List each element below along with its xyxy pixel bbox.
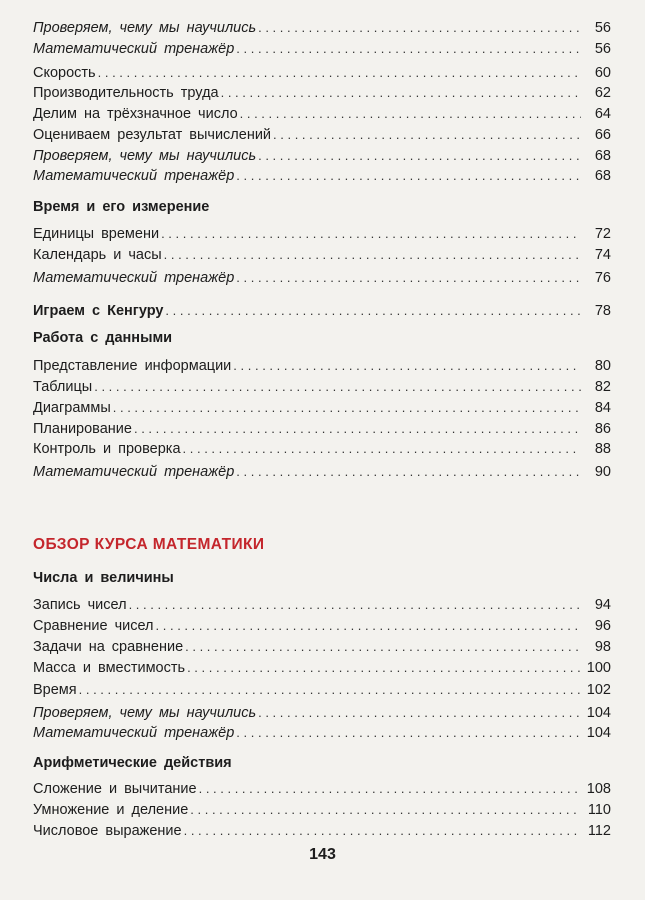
- toc-row: [33, 417, 611, 437]
- toc-entry-title: Масса и вместимость: [33, 660, 186, 676]
- dot-leader: [98, 65, 581, 81]
- toc-row: [33, 16, 611, 36]
- dot-leader: [236, 270, 581, 286]
- section-heading: Числа и величины: [33, 570, 174, 586]
- dot-leader: [258, 705, 581, 721]
- toc-row: [33, 614, 611, 634]
- table-of-contents: [33, 0, 611, 900]
- dot-leader: [190, 802, 581, 818]
- toc-entry-page: 94: [594, 597, 611, 613]
- toc-row: [33, 460, 611, 480]
- toc-entry-title: Сложение и вычитание: [33, 781, 197, 797]
- toc-entry-page: 74: [594, 247, 611, 263]
- section-heading: Время и его измерение: [33, 199, 210, 215]
- toc-row: [33, 102, 611, 122]
- toc-entry-title: Математический тренажёр: [33, 270, 235, 286]
- toc-entry-title: Числовое выражение: [33, 823, 182, 839]
- toc-row: [33, 354, 611, 374]
- toc-entry-page: 66: [594, 127, 611, 143]
- toc-entry-title: Математический тренажёр: [33, 168, 235, 184]
- dot-leader: [94, 379, 581, 395]
- toc-row: [33, 144, 611, 164]
- dot-leader: [185, 639, 581, 655]
- toc-row: [33, 164, 611, 184]
- toc-row: [33, 375, 611, 395]
- toc-entry-page: 84: [594, 400, 611, 416]
- toc-entry-page: 88: [594, 441, 611, 457]
- toc-entry-page: 104: [586, 705, 611, 721]
- toc-row: [33, 37, 611, 57]
- toc-entry-title: Играем с Кенгуру: [33, 303, 164, 319]
- toc-entry-page: 56: [594, 20, 611, 36]
- dot-leader: [240, 106, 581, 122]
- toc-entry-page: 112: [587, 823, 611, 839]
- toc-row: [33, 222, 611, 242]
- dot-leader: [236, 168, 581, 184]
- toc-entry-title: Скорость: [33, 65, 96, 81]
- toc-entry-page: 102: [586, 682, 611, 698]
- toc-entry-page: 62: [594, 85, 611, 101]
- toc-entry-page: 60: [594, 65, 611, 81]
- toc-entry-title: Математический тренажёр: [33, 725, 235, 741]
- toc-row: [33, 819, 611, 839]
- dot-leader: [129, 597, 581, 613]
- toc-entry-page: 110: [587, 802, 611, 818]
- dot-leader: [79, 682, 581, 698]
- toc-entry-page: 68: [594, 168, 611, 184]
- toc-entry-title: Представление информации: [33, 358, 232, 374]
- toc-entry-page: 96: [594, 618, 611, 634]
- toc-entry-title: Единицы времени: [33, 226, 160, 242]
- toc-row: [33, 798, 611, 818]
- toc-entry-title: Время: [33, 682, 77, 698]
- toc-entry-title: Диаграммы: [33, 400, 111, 416]
- dot-leader: [183, 441, 581, 457]
- dot-leader: [233, 358, 581, 374]
- review-section-title: ОБЗОР КУРСА МАТЕМАТИКИ: [33, 536, 265, 553]
- toc-row: [33, 437, 611, 457]
- toc-entry-page: 104: [586, 725, 611, 741]
- toc-entry-page: 72: [594, 226, 611, 242]
- toc-row: [33, 593, 611, 613]
- toc-row: [33, 81, 611, 101]
- toc-entry-title: Математический тренажёр: [33, 464, 235, 480]
- dot-leader: [187, 660, 581, 676]
- dot-leader: [236, 41, 581, 57]
- dot-leader: [258, 148, 581, 164]
- dot-leader: [199, 781, 581, 797]
- toc-row: [33, 243, 611, 263]
- toc-entry-page: 98: [594, 639, 611, 655]
- toc-entry-title: Таблицы: [33, 379, 93, 395]
- dot-leader: [164, 247, 581, 263]
- section-heading: Арифметические действия: [33, 755, 232, 771]
- dot-leader: [161, 226, 581, 242]
- toc-entry-page: 80: [594, 358, 611, 374]
- toc-row: [33, 701, 611, 721]
- page-number: 143: [309, 846, 336, 863]
- dot-leader: [134, 421, 581, 437]
- dot-leader: [221, 85, 581, 101]
- toc-entry-page: 78: [594, 303, 611, 319]
- dot-leader: [165, 303, 581, 319]
- toc-entry-page: 56: [594, 41, 611, 57]
- toc-row: [33, 396, 611, 416]
- toc-entry-title: Сравнение чисел: [33, 618, 154, 634]
- dot-leader: [156, 618, 581, 634]
- dot-leader: [273, 127, 581, 143]
- toc-row: [33, 656, 611, 676]
- toc-entry-title: Проверяем, чему мы научились: [33, 148, 257, 164]
- dot-leader: [236, 464, 581, 480]
- toc-row: [33, 61, 611, 81]
- toc-entry-title: Делим на трёхзначное число: [33, 106, 238, 122]
- toc-entry-page: 90: [594, 464, 611, 480]
- toc-entry-title: Запись чисел: [33, 597, 127, 613]
- dot-leader: [258, 20, 581, 36]
- toc-row: [33, 678, 611, 698]
- toc-entry-page: 100: [586, 660, 611, 676]
- toc-row: [33, 721, 611, 741]
- toc-entry-page: 64: [594, 106, 611, 122]
- toc-entry-title: Производительность труда: [33, 85, 219, 101]
- toc-entry-page: 86: [594, 421, 611, 437]
- dot-leader: [184, 823, 581, 839]
- toc-entry-title: Планирование: [33, 421, 132, 437]
- toc-entry-page: 82: [594, 379, 611, 395]
- toc-entry-title: Задачи на сравнение: [33, 639, 184, 655]
- toc-entry-page: 68: [594, 148, 611, 164]
- toc-entry-title: Математический тренажёр: [33, 41, 235, 57]
- toc-row: [33, 266, 611, 286]
- toc-row: [33, 299, 611, 319]
- toc-entry-title: Оцениваем результат вычислений: [33, 127, 272, 143]
- toc-entry-title: Проверяем, чему мы научились: [33, 705, 257, 721]
- toc-entry-title: Проверяем, чему мы научились: [33, 20, 257, 36]
- dot-leader: [236, 725, 581, 741]
- section-heading: Работа с данными: [33, 330, 173, 346]
- toc-entry-title: Контроль и проверка: [33, 441, 181, 457]
- toc-entry-page: 76: [594, 270, 611, 286]
- toc-entry-page: 108: [586, 781, 611, 797]
- toc-entry-title: Календарь и часы: [33, 247, 162, 263]
- dot-leader: [113, 400, 581, 416]
- toc-entry-title: Умножение и деление: [33, 802, 189, 818]
- toc-row: [33, 635, 611, 655]
- toc-row: [33, 123, 611, 143]
- toc-row: [33, 777, 611, 797]
